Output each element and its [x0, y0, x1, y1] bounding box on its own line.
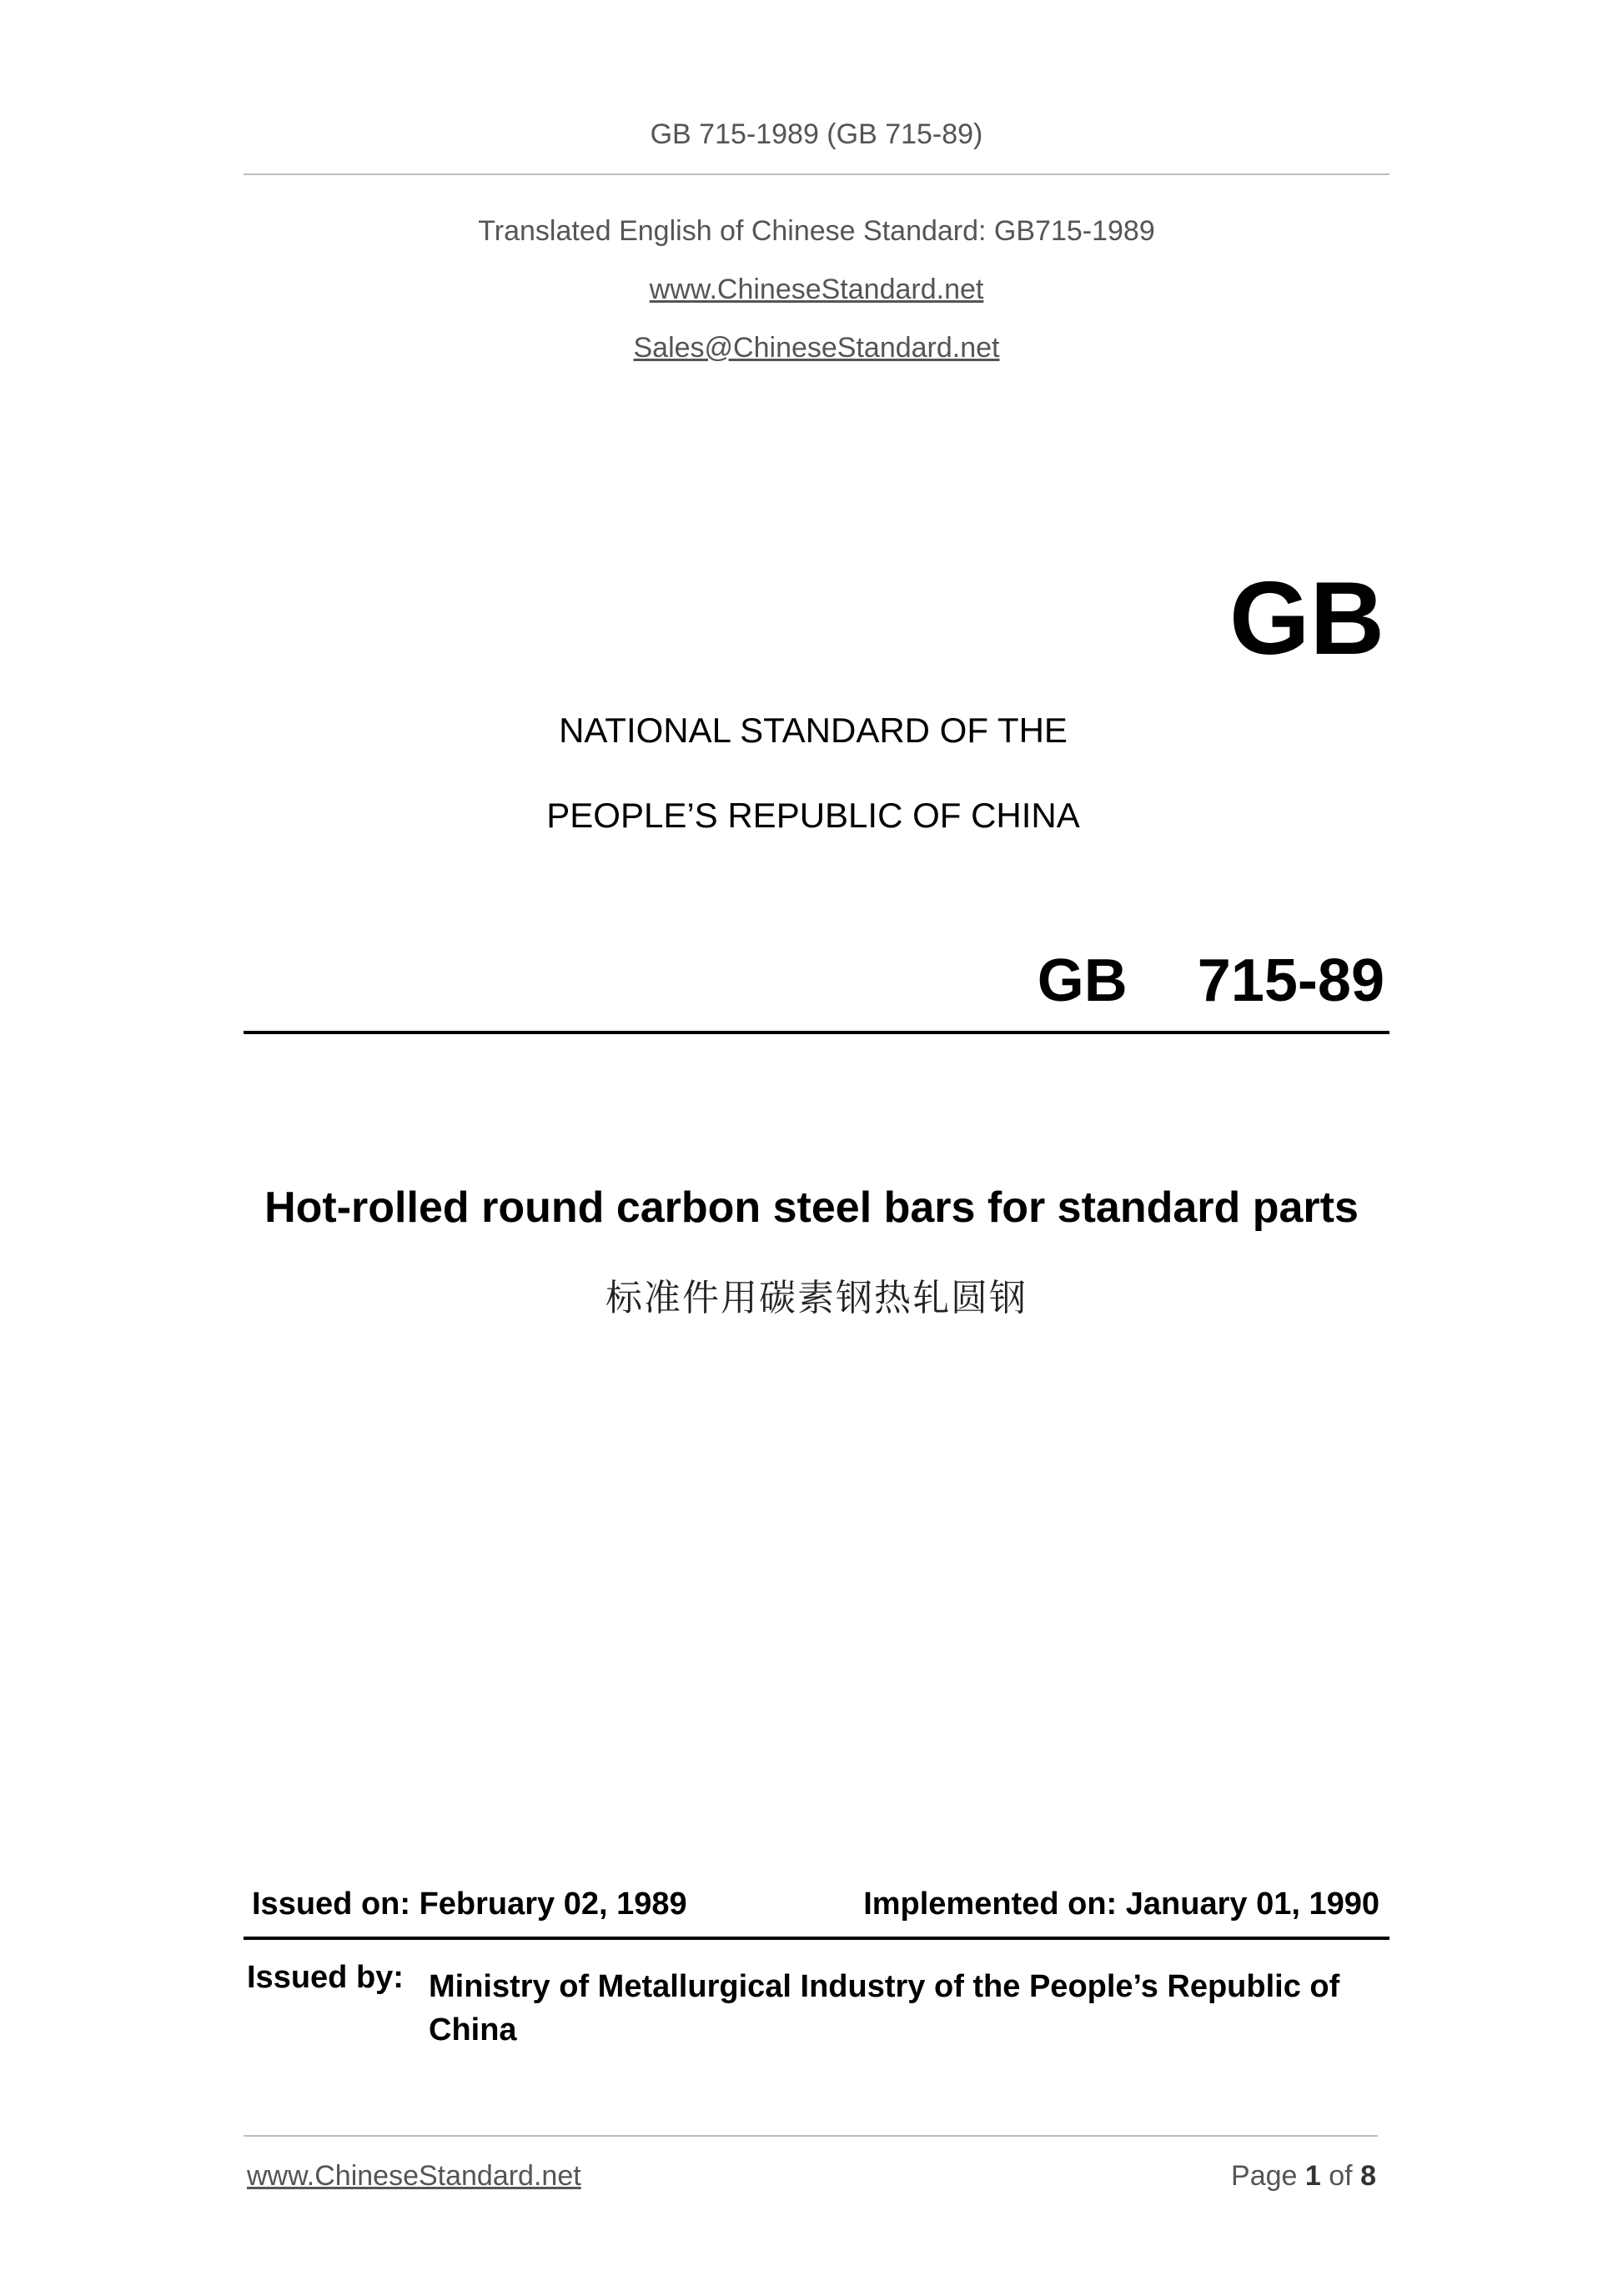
page-of: of — [1329, 2160, 1353, 2192]
national-standard-line-1: NATIONAL STANDARD OF THE — [559, 711, 1068, 750]
page-indicator — [1231, 2160, 1376, 2193]
issued-on-date: Issued on: February 02, 1989 — [252, 1887, 687, 1922]
gb-logo-text: GB — [1229, 561, 1384, 676]
standard-number: GB 715-89 — [1037, 947, 1384, 1014]
national-standard-line-2: PEOPLE’S REPUBLIC OF CHINA — [546, 796, 1080, 835]
website-link[interactable]: www.ChineseStandard.net — [649, 274, 984, 305]
footer-divider — [244, 2135, 1378, 2137]
title-chinese: 标准件用碳素钢热轧圆钢 — [605, 1277, 1028, 1319]
standard-number-rule — [244, 1031, 1389, 1034]
dates-rule — [244, 1937, 1389, 1940]
title-english: Hot-rolled round carbon steel bars for standard parts — [264, 1183, 1359, 1232]
footer-website-link[interactable]: www.ChineseStandard.net — [247, 2160, 581, 2192]
page-current: 1 — [1304, 2160, 1321, 2192]
website-link-wrapper — [244, 274, 1389, 306]
issued-by-value: Ministry of Metallurgical Industry of the People’s Republic of China — [429, 1969, 1340, 2047]
implemented-on-date: Implemented on: January 01, 1990 — [863, 1887, 1379, 1922]
page-total: 8 — [1360, 2160, 1376, 2192]
header-divider — [244, 173, 1389, 175]
email-link-wrapper — [244, 332, 1389, 364]
email-link[interactable]: Sales@ChineseStandard.net — [633, 332, 1000, 364]
page-prefix: Page — [1231, 2160, 1298, 2192]
running-header: GB 715-1989 (GB 715-89) — [650, 118, 983, 150]
issued-by-label: Issued by: — [247, 1960, 404, 1995]
translation-title: Translated English of Chinese Standard: GB715-1989 — [478, 215, 1155, 247]
